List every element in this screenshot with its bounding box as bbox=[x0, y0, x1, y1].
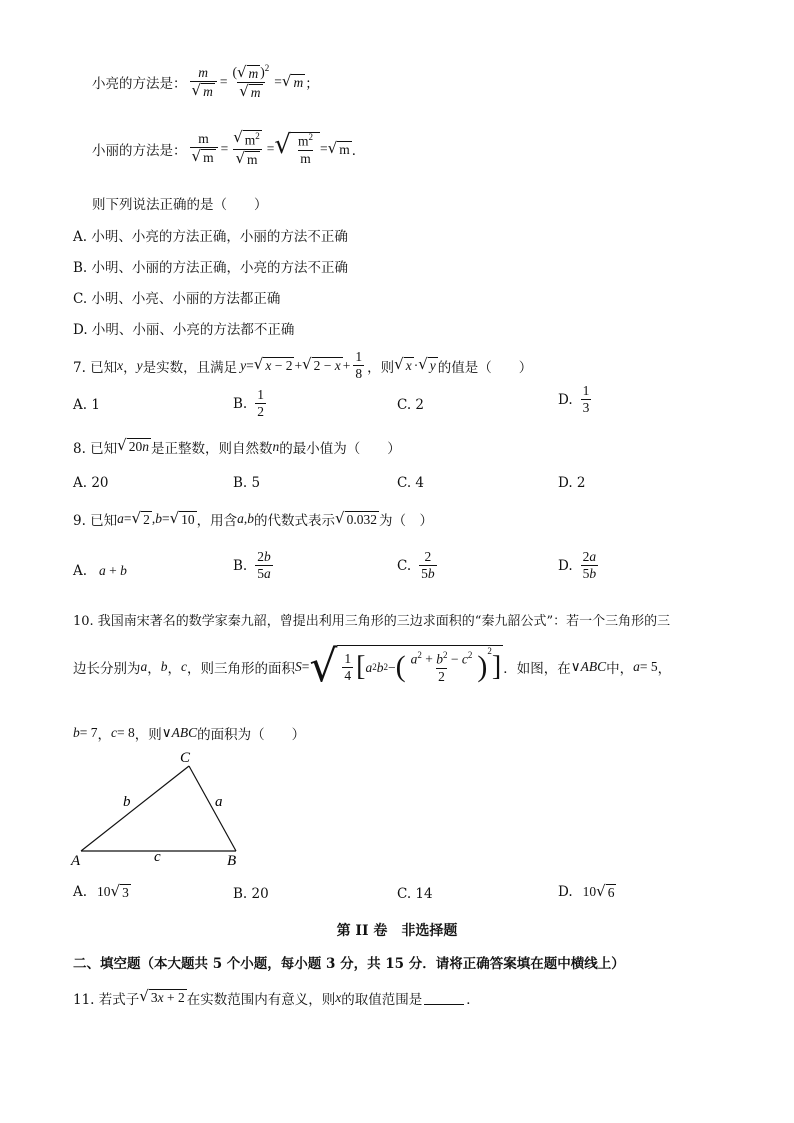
section-title: 第 II 卷 非选择题 bbox=[336, 923, 458, 939]
liang-method: 小亮的方法是： m √ m = ( √ m )$^2$ √ m = √ m ； bbox=[92, 62, 319, 101]
qin-formula: √ $\frac{1}{4}$ [ a 2 b 2 − ( $\frac{a^2 + b^2 - c^2}{2}$ ) $^2$ ] bbox=[309, 641, 502, 692]
q10-choice-a[interactable]: A. 10 √ 3 bbox=[73, 882, 129, 901]
q7-choice-d[interactable]: D. $\frac{1}{3}$ bbox=[558, 383, 590, 416]
li-frac-3: √ $\frac{m^2}{m}$ bbox=[274, 132, 320, 166]
q9-choice-d[interactable]: D. $\frac{2a}{5b}$ bbox=[558, 549, 597, 582]
q7-choice-a[interactable]: A. 1 bbox=[73, 397, 100, 413]
q8-choice-d[interactable]: D. 2 bbox=[558, 475, 586, 491]
vertex-a-label: A bbox=[71, 853, 81, 869]
q11-stem: 11. 若式子 √ 3x + 2 在实数范围内有意义，则 x 的取值范围是 ． bbox=[73, 987, 480, 1008]
q8-choice-c[interactable]: C. 4 bbox=[397, 475, 425, 491]
q8-choice-a[interactable]: A. 20 bbox=[73, 475, 109, 491]
li-label: 小丽的方法是： bbox=[92, 142, 187, 159]
side-a-label: a bbox=[215, 794, 223, 810]
q11-answer-blank[interactable] bbox=[424, 992, 464, 1005]
q10-choice-d[interactable]: D. 10 √ 6 bbox=[558, 882, 615, 901]
method-option-d: D. 小明、小丽、小亮的方法都不正确 bbox=[73, 322, 295, 338]
q10-line-2: 边长分别为 a ， b ， c ，则三角形的面积 S = √ $\frac{1}{4}$ [ a 2 b 2 − ( $\frac{a^2 + b^2 - c^2}{2}$ ) $^2$ ] ．如图，在 ∨ ABC 中， a = 5 ， bbox=[73, 641, 672, 692]
method-question: 则下列说法正确的是（ ） bbox=[92, 197, 268, 213]
method-option-a: A. 小明、小亮的方法正确，小丽的方法不正确 bbox=[73, 229, 348, 245]
li-result: √ m bbox=[327, 138, 350, 157]
q9-choice-a[interactable]: A. a + b bbox=[73, 563, 127, 579]
q10-line-1: 10. 我国南宋著名的数学家秦九韶，曾提出利用三角形的三边求面积的“秦九韶公式”：若一个三角形的三 bbox=[73, 614, 671, 629]
li-frac-2: √ $m^2$ √ m bbox=[233, 128, 260, 168]
vertex-b-label: B bbox=[227, 853, 237, 869]
li-frac-1: m √ m bbox=[190, 132, 218, 166]
q9-stem: 9. 已知 a = √ 2 , b = √ 10 ，用含 a , b 的代数式表示 √ 0.032 为（ ） bbox=[73, 508, 433, 529]
liang-frac-2: ( √ m )$^2$ √ m bbox=[232, 62, 270, 101]
q8-choice-b[interactable]: B. 5 bbox=[233, 475, 261, 491]
side-b bbox=[81, 766, 189, 851]
q7-stem: 7. 已知 x ， y 是实数，且满足 y = √ x − 2 + √ 2 − x + $\frac{1}{8}$ ，则 √ x · √ y 的值是（ ） bbox=[73, 349, 533, 382]
li-method: 小丽的方法是： m √ m = √ $m^2$ √ m = √ $\frac{m^2}{m}$ = √ m ． bbox=[92, 128, 366, 168]
method-option-c: C. 小明、小亮、小丽的方法都正确 bbox=[73, 291, 281, 307]
section-heading: 二、填空题（本大题共 5 个小题，每小题 3 分，共 15 分．请将正确答案填在题中横线上） bbox=[73, 956, 625, 972]
method-option-b: B. 小明、小丽的方法正确，小亮的方法不正确 bbox=[73, 260, 349, 276]
q8-stem: 8. 已知 √ 20n 是正整数，则自然数 n 的最小值为（ ） bbox=[73, 436, 401, 457]
q7-choice-b[interactable]: B. $\frac{1}{2}$ bbox=[233, 387, 264, 420]
liang-result: √ m bbox=[281, 72, 304, 91]
liang-label: 小亮的方法是： bbox=[92, 76, 187, 93]
triangle-figure bbox=[68, 745, 253, 870]
q9-choice-b[interactable]: B. $\frac{2b}{5a}$ bbox=[233, 549, 271, 582]
q9-choice-c[interactable]: C. $\frac{2}{5b}$ bbox=[397, 549, 435, 582]
side-a bbox=[189, 766, 236, 851]
vertex-c-label: C bbox=[180, 750, 191, 766]
q7-choice-c[interactable]: C. 2 bbox=[397, 397, 425, 413]
q10-line-3: b = 7 ， c = 8 ，则 ∨ ABC 的面积为（ ） bbox=[73, 725, 306, 743]
q10-choice-c[interactable]: C. 14 bbox=[397, 886, 433, 902]
liang-frac-1: m √ m bbox=[190, 66, 217, 100]
q10-choice-b[interactable]: B. 20 bbox=[233, 886, 269, 902]
side-c-label: c bbox=[154, 849, 161, 865]
side-b-label: b bbox=[123, 794, 131, 810]
